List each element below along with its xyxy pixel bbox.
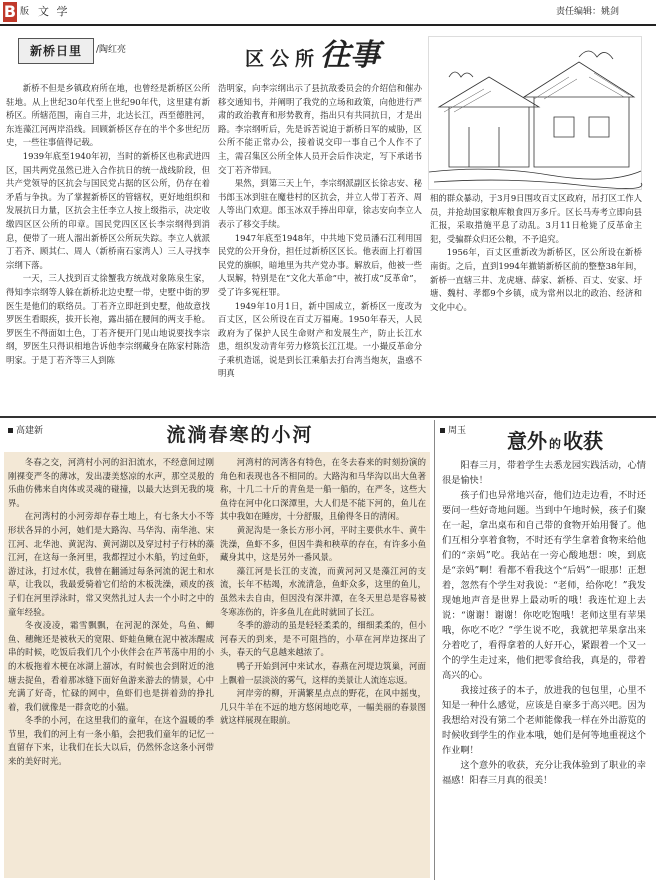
article2-author: 高建新 xyxy=(16,426,44,436)
article2-paragraph: 河岸旁的柳，开满繁星点点的野花，在风中摇曳，几只牛羊在不远的地方悠闲地吃草，一幅美丽的春景图就这样展现在眼前。 xyxy=(220,688,426,726)
article3-paragraph: 孩子们也异常地兴奋，他们边走边看，不时还要问一些好奇地问题。当到中午地时候，孩子们聚在一起，拿出桌布和自己带的食物开始用餐了。他们互相分享着食物，不时还有学生拿着食物来给他们的“亲妈”吃。我站在一旁心酸地想：唉，到底是“亲妈”啊！看都不看我这个“后妈”一眼那！正想着，忽然有个学生对我说：“老师，给你吃！”我发现她地声音是世界上最动听的哦！我连忙迎上去说：“谢谢！谢谢！你吃吃饱哦！老师这里有苹果哦，你吃不吃？”学生说不吃，我就把苹果拿出来分着吃了，看得拿着的人好开心，紧跟着一个又一个的学生走过来，他们把零食给我，真是的，带着高兴的心。 xyxy=(442,490,646,681)
article1-paragraph: 新桥不但是乡镇政府所在地，也曾经是新桥区公所驻地。从上世纪30年代至上世纪90年代，这里建有新桥区。所辖范围，南自三井，北达长江，西至德胜河，东连藻江河两岸沿线。回顾新桥区存在的半个多世纪历史，一些往事值得记载。 xyxy=(6,83,210,148)
article3-title xyxy=(470,426,640,459)
article1-paragraph: 1947年底至1948年，中共地下党员潘石江利用国民党的公开身份，担任过新桥区区长。他表面上打着国民党的旗帜，暗地里为共产党办事。解放后，他被一些人误解，特别是在“文化大革命”中，被打成“反革命”，受了许多冤枉罪。 xyxy=(218,232,422,297)
section-name: 文 学 xyxy=(38,5,70,18)
article2-paragraph: 鸭子开始到河中来试水，春燕在河堤边筑巢，河面上飘着一层淡淡的雾气，这样的美景让人流连忘返。 xyxy=(220,660,426,685)
article1-column-1 xyxy=(6,82,210,365)
article1-paragraph: 相的群众暴动，于3月9日围攻百丈区政府，吊打区工作人员，并抢劫国家粮库粮食四万多斤。区长马寿考立即向县汇报，采取措施平息了动乱。3月11日枪毙了反革命主犯，受骗群众归还公粮，不予追究。 xyxy=(430,193,642,244)
article1-title xyxy=(245,36,445,76)
bullet-square-icon xyxy=(440,428,445,433)
article1-paragraph: 1949年10月1日，新中国成立，新桥区一度改为百丈区，区公所设在百丈万福庵。1950年春天，人民政府为了保护人民生命财产和发展生产，防止长江水患，组织发动青年劳力修筑长江江堤。一小撮反革命分子乘机造谣，说是到长江乘船去打台湾当炮灰，蛊惑不明真 xyxy=(218,300,422,379)
section-suffix: 版 xyxy=(20,7,30,17)
article2-paragraph: 在河湾村的小河旁却存春土地上，有七条大小不等形状各异的小河，她们是大路沟、马华沟、南华池、宋江河、北华池、黄泥沟、黄河湖以及穿过村子行林的藻江河，在这每一条河里，我都捏过小木船，钓过鱼虾，游过泳，打过水仗，我曾在翻涌过每条河流的泥土和水草，让我以，我最爱骑着它们给的木板洗澡，顽皮的孩子们在河里浮泳时，常又突然扎过人去一个小时之中的童年经验。 xyxy=(8,511,214,617)
column-badge xyxy=(18,38,94,64)
article1-column-2 xyxy=(218,82,422,379)
article2-paragraph: 黄泥沟是一条长方形小河，平时主要供水牛、黄牛洗澡，鱼虾不多，但因牛粪和秧草的存在，有许多小鱼藏身其中，这是另外一番风景。 xyxy=(220,524,426,563)
article2-column-2 xyxy=(220,456,426,874)
bullet-square-icon xyxy=(8,428,13,433)
article2-column-1 xyxy=(8,456,214,874)
article1-title-script: 往事 xyxy=(320,38,381,73)
article3-paragraph: 这个意外的收获，充分让我体验到了职业的幸福感！阳春三月真的很美！ xyxy=(442,760,646,786)
article2-paragraph: 藻江河是长江的支流，而黄河河又是藻江河的支流，长年不枯竭，水流清急，鱼虾众多，这里的鱼儿，虽然未去自由，但因没有深井潭，在冬天里总是容易被冬寒冻伤的，许多鱼儿在此时就回了长江。 xyxy=(220,565,426,617)
article3-title-part: 意外 xyxy=(506,429,547,453)
page-header xyxy=(0,0,656,27)
editor-credit: 责任编辑：姚剑 xyxy=(556,7,620,17)
article2-paragraph: 冬季的游动的虽是轻轻柔柔的，细细柔柔的，但小河春天的到来，是不可阻挡的，小草在河岸边探出了头，春天的气息越来越浓了。 xyxy=(220,620,426,658)
article2-paragraph: 冬夜凌凌，霜雪飘飘，在河泥的深处，鸟鱼、鲫鱼、穗鲍还是被秋天的宽限、虾蛙鱼鳅在泥中被冻醒成串的时候，吃饭后我们几个小伙伴会在芦苇荡中用的小的木板拖着木梗在冰湖上溜冰，有时候也会到附近的池塘去捉鱼，看着那冰缝下面好鱼游来游去的情景，心中充满了好奇，忙碌的网中，鱼虾们也是拼着劲的挣扎着，我们就像是一群贪吃的小猫。 xyxy=(8,620,214,712)
article1-author: /陶红亮 xyxy=(96,45,127,55)
article1-column-3 xyxy=(430,192,642,337)
article1-paragraph: 一天，三人找到百丈徐蟹我方统战对象陈泉生家，得知李宗纲等人躲在新桥北边史墅一带，史墅中街的罗医生是他们的联络员。丁若齐立即赶到史墅，他故意找罗医生看眼疾，拔开长袍，露出插在腰间的两支手枪。罗医生不得面如土色，丁若齐便开门见山地说要找李宗纲，罗医生只得识相地告诉他李宗纲藏身在陈家村陈浩明家。于是丁若齐等三人到陈 xyxy=(6,273,210,365)
article3-paragraph: 我接过孩子的本子，放进我的包包里，心里不知是一种什么感觉，应该是自豪多于高兴吧。因为我想给对没有第二个老师能像我一样在外出游览的时候收到学生的作业本哦，她们是何等地重视这个作业啊！ xyxy=(442,685,646,756)
article3-title-part: 的 xyxy=(548,437,561,451)
article2-paragraph: 冬春之交，河湾村小河的汩汩流水，不经意间过刚刚裸变严冬的薄冰，发出凄美悠凉的水声，那空灵般的乐曲仿佛来自肉体或灵魂的碰撞，以最大达到无我的境界。 xyxy=(8,457,214,508)
village-sketch-illustration xyxy=(428,36,642,190)
section-badge: B xyxy=(3,2,17,21)
article3-author: 周玉 xyxy=(448,426,467,436)
article1-paragraph: 1956年，百丈区重新改为新桥区，区公所设在新桥南街。之后，直到1994年撤销新桥区前的整整38年间，新桥一直辖三井、龙虎塘、薛家、新桥、百丈、安家、圩塘、魏村、孝都9个乡镇，成为常州以北的政治、经济和文化中心。 xyxy=(430,247,642,312)
article2-paragraph: 冬季的小河，在这里我们的童年，在这个温暖的季节里，我们的河上有一条小船，会把我们童年的记忆一直留存下来，让我们在长大以后，仍然怀念这条小河带来的美好时光。 xyxy=(8,715,214,767)
article1-paragraph: 果然，到第三天上午，李宗纲派副区长徐志安、秘书郎玉冰到驻在魔巷村的区抗会，并立人带丁若齐、周人等出门欢迎。郎玉冰双手捧出印章，徐志安向李立人表示了移交手续。 xyxy=(218,178,422,229)
article2-title: 流淌春寒的小河 xyxy=(166,424,314,446)
column-divider xyxy=(434,420,435,880)
article3-paragraph: 阳春三月，带着学生去悉龙园实践活动，心情很是愉快！ xyxy=(442,460,646,486)
article1-title-regular: 区公所 xyxy=(245,48,321,70)
article2-paragraph: 河湾村的河湾各有特色，在冬去春来的时刻扮演的角色和表现也各不相同的。大路沟和马华沟以出大鱼著称，十几二十斤的青鱼是一船一船的，在严冬，这些大鱼待在河中化口深潭里，大人们是不能下河的，鱼儿在其中我如在睡房，十分舒服，且偷得冬日的清闲。 xyxy=(220,457,426,522)
section-divider xyxy=(0,416,656,418)
article3-title-part: 收获 xyxy=(563,429,603,453)
column-badge-text: 新桥日里 xyxy=(29,44,82,58)
article1-paragraph: 浩明家，向李宗纲出示了县抗敌委员会的介绍信和催办移交通知书，并阐明了我党的立场和政策，向他进行严肃的政治教育和形势教育，指出只有共同抗日，才是出路。李宗纲听后，先是诉苦说迫于新桥日军的威胁，区公所不能正常办公，接着说交印一事自己个人作不了主，需召集区公所全体人员开会后作决定，写下承诺书交丁若齐带回。 xyxy=(218,83,422,175)
header-rule xyxy=(0,24,656,26)
article1-paragraph: 1939年底至1940年初，当时的新桥区也称武进四区，国共两党虽然已进入合作抗日的统一战线阶段，但共产党领导的区抗会与国民党占据的区公所，仍存在着矛盾与争执。为了掌握新桥区的管辖权，更好地组织和发展抗日力量，区抗会主任李立人按上级指示，决定收缴四区区公所的印章。国民党四区区长李宗纲得到消息，便带了一班人溜出新桥区公所玩失踪。李立人就派丁若齐、顾其仁、周人（新桥南石家湾人）三人寻找李宗纲下落。 xyxy=(6,150,210,270)
article3-body xyxy=(442,458,646,878)
